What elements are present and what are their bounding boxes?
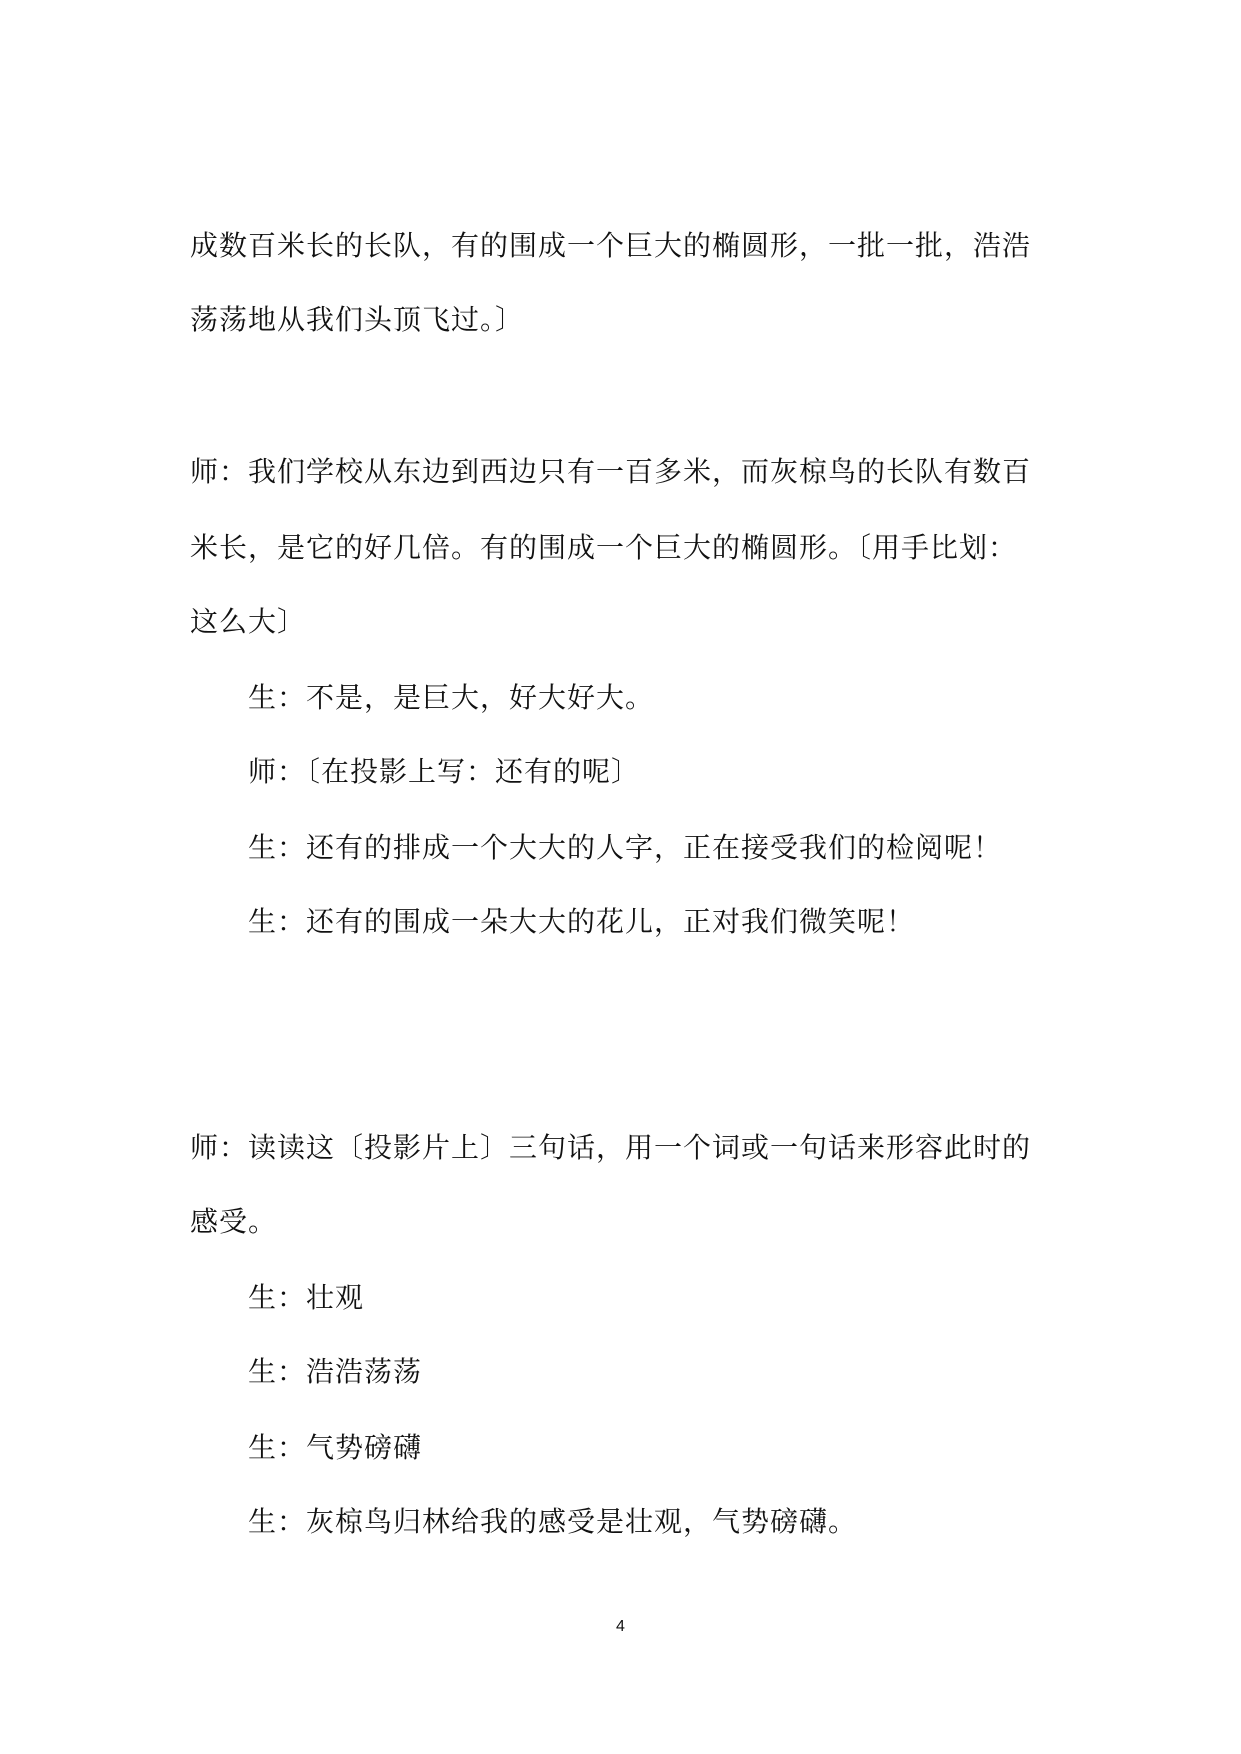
paragraph-3-line-1: 师：读读这〔投影片上〕三句话，用一个词或一句话来形容此时的: [190, 1131, 1032, 1164]
paragraph-2-line-3: 这么大〕: [190, 605, 307, 638]
dialogue-line: 生：气势磅礴: [248, 1431, 423, 1464]
dialogue-line: 生：壮观: [248, 1281, 365, 1314]
paragraph-2-line-1: 师：我们学校从东边到西边只有一百多米，而灰椋鸟的长队有数百: [190, 455, 1032, 488]
dialogue-line: 生：浩浩荡荡: [248, 1355, 423, 1388]
paragraph-2-line-2: 米长，是它的好几倍。有的围成一个巨大的椭圆形。〔用手比划：: [190, 531, 1018, 564]
dialogue-line: 生：还有的排成一个大大的人字，正在接受我们的检阅呢！: [248, 831, 1003, 864]
paragraph-1-line-1: 成数百米长的长队，有的围成一个巨大的椭圆形，一批一批，浩浩: [190, 229, 1032, 262]
paragraph-3-line-2: 感受。: [190, 1205, 278, 1238]
dialogue-line: 生：灰椋鸟归林给我的感受是壮观，气势磅礴。: [248, 1505, 858, 1538]
paragraph-1-line-2: 荡荡地从我们头顶飞过。〕: [190, 303, 525, 336]
dialogue-line: 生：还有的围成一朵大大的花儿，正对我们微笑呢！: [248, 905, 916, 938]
dialogue-line: 生：不是，是巨大，好大好大。: [248, 681, 655, 714]
dialogue-line: 师：〔在投影上写：还有的呢〕: [248, 755, 641, 788]
page-number: 4: [616, 1618, 625, 1635]
